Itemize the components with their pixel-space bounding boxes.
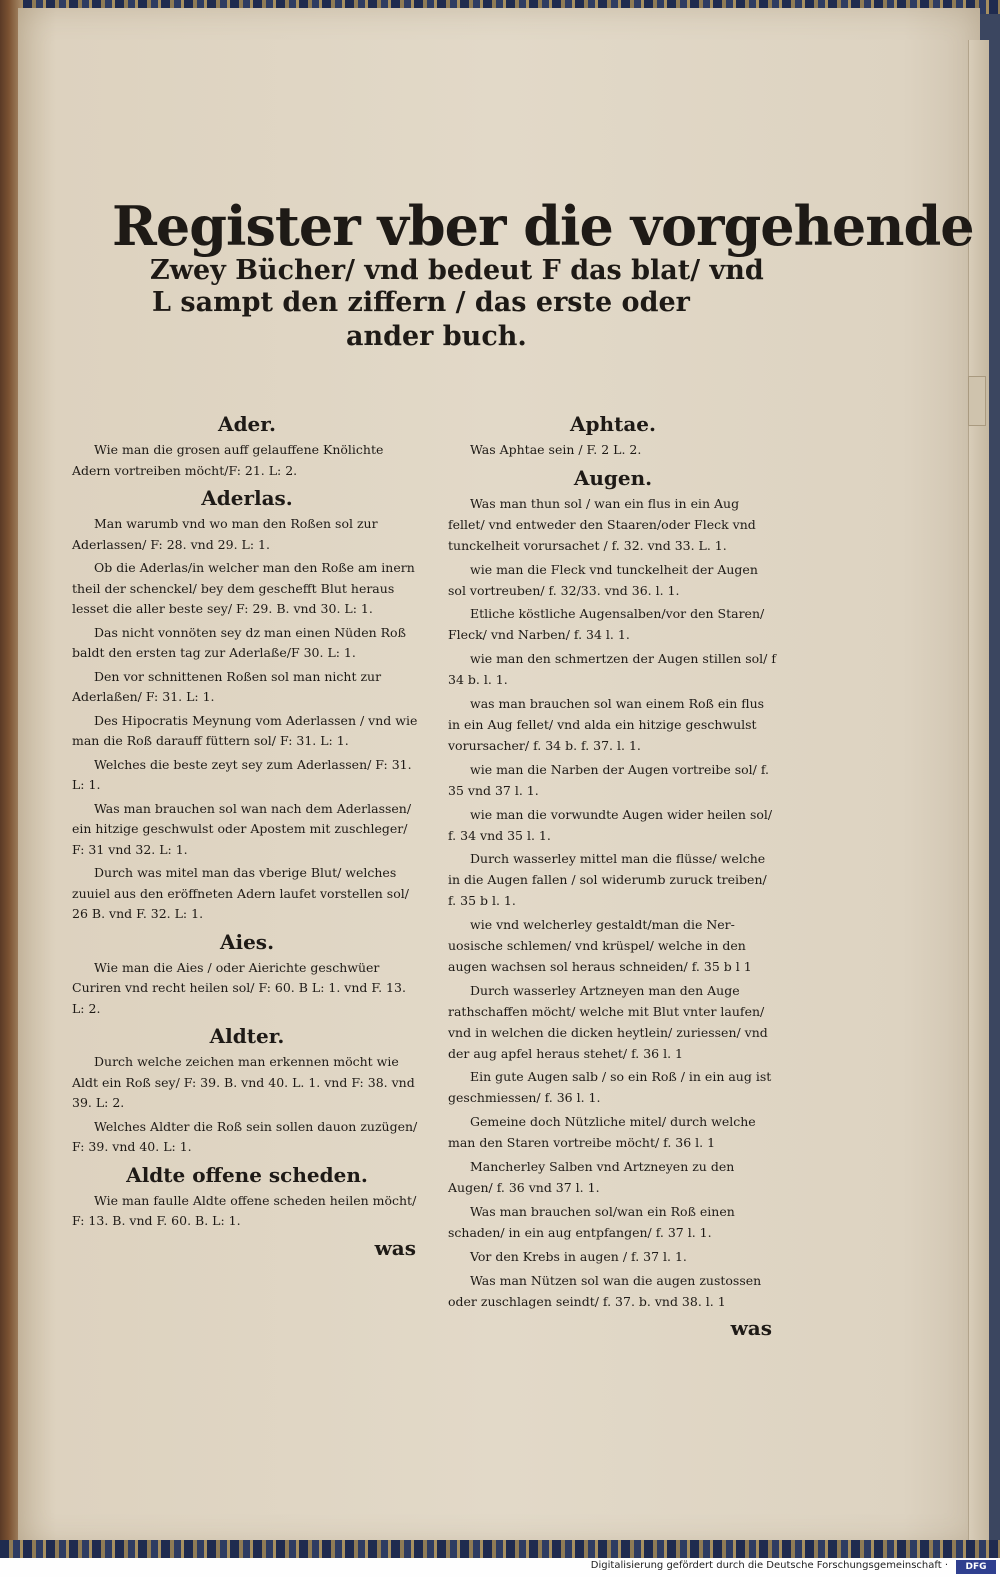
- index-entry: Durch welche zeichen man erkennen möcht wie Aldt ein Roß sey/ F: 39. B. vnd 40. L. 1. vnd F: 38. vnd 39. L: 2.: [72, 1054, 415, 1110]
- index-entry: wie man die vorwundte Augen wider heilen sol/ f. 34 vnd 35 l. 1.: [448, 806, 773, 843]
- index-entry: was man brauchen sol wan einem Roß ein flus in ein Aug fellet/ vnd alda ein hitzige geschwulst vorursacher/ f. 34 b. f. 37. l. 1.: [448, 696, 765, 753]
- index-entry: Etliche köstliche Augensalben/vor den Staren/ Fleck/ vnd Narben/ f. 34 l. 1.: [448, 606, 765, 643]
- index-entry: Ob die Aderlas/in welcher man den Roße am inern theil der schenckel/ bey dem geschefft Blut heraus lesset die aller beste sey/ F: 29. B. vnd 30. L: 1.: [72, 560, 415, 616]
- section-heading-augen: Augen.: [573, 465, 653, 490]
- index-entry: Gemeine doch Nützliche mitel/ durch welche man den Staren vortreibe möcht/ f. 36 l. 1: [448, 1114, 756, 1151]
- title-line-2: L sampt den ziffern / das erste oder: [152, 287, 690, 318]
- catchword: was: [374, 1235, 416, 1260]
- page-title: Register vber die vorgehende: [112, 194, 974, 258]
- index-entry: Was man Nützen sol wan die augen zustossen oder zuschlagen seindt/ f. 37. b. vnd 38. l. 1: [448, 1272, 762, 1309]
- index-entry: Wie man faulle Aldte offene scheden heilen möcht/ F: 13. B. vnd F. 60. B. L: 1.: [72, 1192, 417, 1228]
- index-entry: Welches Aldter die Roß sein sollen dauon zuzügen/ F: 39. vnd 40. L: 1.: [72, 1118, 418, 1154]
- dfg-logo: DFG: [956, 1560, 996, 1574]
- index-entry: Mancherley Salben vnd Artzneyen zu den Augen/ f. 36 vnd 37 l. 1.: [448, 1159, 735, 1195]
- index-entry: Durch wasserley Artzneyen man den Auge rathschaffen möcht/ welche mit Blut vnter laufen/ vnd in welchen die dicken heytlein/ zuriessen/ vnd der aug apfel heraus stehet/ f. 36 l. 1: [448, 982, 768, 1061]
- index-entry: Was man brauchen sol/wan ein Roß einen schaden/ in ein aug entpfangen/ f. 37 l. 1.: [448, 1203, 735, 1240]
- index-entry: Durch was mitel man das vberige Blut/ welches zuuiel aus den eröffneten Adern laufet vorstellen sol/ 26 B. vnd F. 32. L: 1.: [72, 865, 409, 921]
- index-entry: wie vnd welcherley gestaldt/man die Neruosische schlemen/ vnd krüspel/ welche in den augen wachsen sol heraus schneiden/ f. 35 b l 1: [448, 917, 752, 974]
- catchword: was: [730, 1316, 772, 1341]
- index-entry: Was man brauchen sol wan nach dem Aderlassen/ ein hitzige geschwulst oder Apostem mit zuschleger/ F: 31 vnd 32. L: 1.: [72, 800, 412, 857]
- section-heading-aderlas: Aderlas.: [201, 486, 293, 510]
- left-column: [72, 410, 422, 1261]
- index-entry: Vor den Krebs in augen / f. 37 l. 1.: [470, 1248, 687, 1264]
- index-entry: Den vor schnittenen Roßen sol man nicht zur Aderlaßen/ F: 31. L: 1.: [72, 668, 382, 704]
- index-entry: Des Hipocratis Meynung vom Aderlassen / vnd wie man die Roß darauff füttern sol/ F: 31. L: 1.: [72, 712, 418, 748]
- footer-credit: Digitalisierung gefördert durch die Deutsche Forschungsgemeinschaft ·: [590, 1560, 948, 1571]
- page-fore-edge: [968, 40, 989, 1540]
- index-entry: Welches die beste zeyt sey zum Aderlassen/ F: 31. L: 1.: [72, 756, 412, 792]
- binding-bottom-strip: [0, 1540, 1000, 1558]
- index-entry: Ein gute Augen salb / so ein Roß / in ein aug ist geschmiessen/ f. 36 l. 1.: [448, 1069, 772, 1106]
- section-heading-ader: Ader.: [218, 412, 276, 436]
- section-heading-aies: Aies.: [219, 929, 275, 954]
- right-column: [448, 410, 778, 1341]
- index-entry: Durch wasserley mittel man die flüsse/ welche in die Augen fallen / sol widerumb zuruck treiben/ f. 35 b l. 1.: [448, 851, 767, 909]
- index-entry: Wie man die Aies / oder Aierichte geschwüer Curiren vnd recht heilen sol/ F: 60. B L: 1. vnd F. 13. L: 2.: [72, 959, 406, 1016]
- page-tab-marker: [968, 376, 986, 426]
- index-entry: Was Aphtae sein / F. 2 L. 2.: [470, 442, 642, 457]
- index-entry: wie man die Narben der Augen vortreibe sol/ f. 35 vnd 37 l. 1.: [448, 761, 770, 798]
- section-heading-aphtae: Aphtae.: [570, 412, 656, 436]
- index-entry: Das nicht vonnöten sey dz man einen Nüden Roß baldt den ersten tag zur Aderlaße/F 30. L: 1.: [72, 624, 406, 660]
- section-heading-aldte-offene-scheden: Aldte offene scheden.: [126, 1162, 368, 1187]
- index-entry: Man warumb vnd wo man den Roßen sol zur Aderlassen/ F: 28. vnd 29. L: 1.: [72, 516, 378, 552]
- section-heading-aldter: Aldter.: [209, 1024, 285, 1048]
- index-entry: Was man thun sol / wan ein flus in ein Aug fellet/ vnd entweder den Staaren/oder Fleck vnd tunckelheit vorursachet / f. 32. vnd 33. L. 1.: [448, 495, 756, 553]
- index-entry: wie man die Fleck vnd tunckelheit der Augen sol vortreuben/ f. 32/33. vnd 36. l. 1.: [448, 561, 758, 598]
- title-line-1: Zwey Bücher/ vnd bedeut F das blat/ vnd: [150, 255, 764, 286]
- index-entry: Wie man die grosen auff gelauffene Knölichte Adern vortreiben möcht/F: 21. L: 2.: [72, 442, 384, 478]
- index-entry: wie man den schmertzen der Augen stillen sol/ f 34 b. l. 1.: [448, 651, 776, 688]
- title-line-3: ander buch.: [346, 321, 527, 352]
